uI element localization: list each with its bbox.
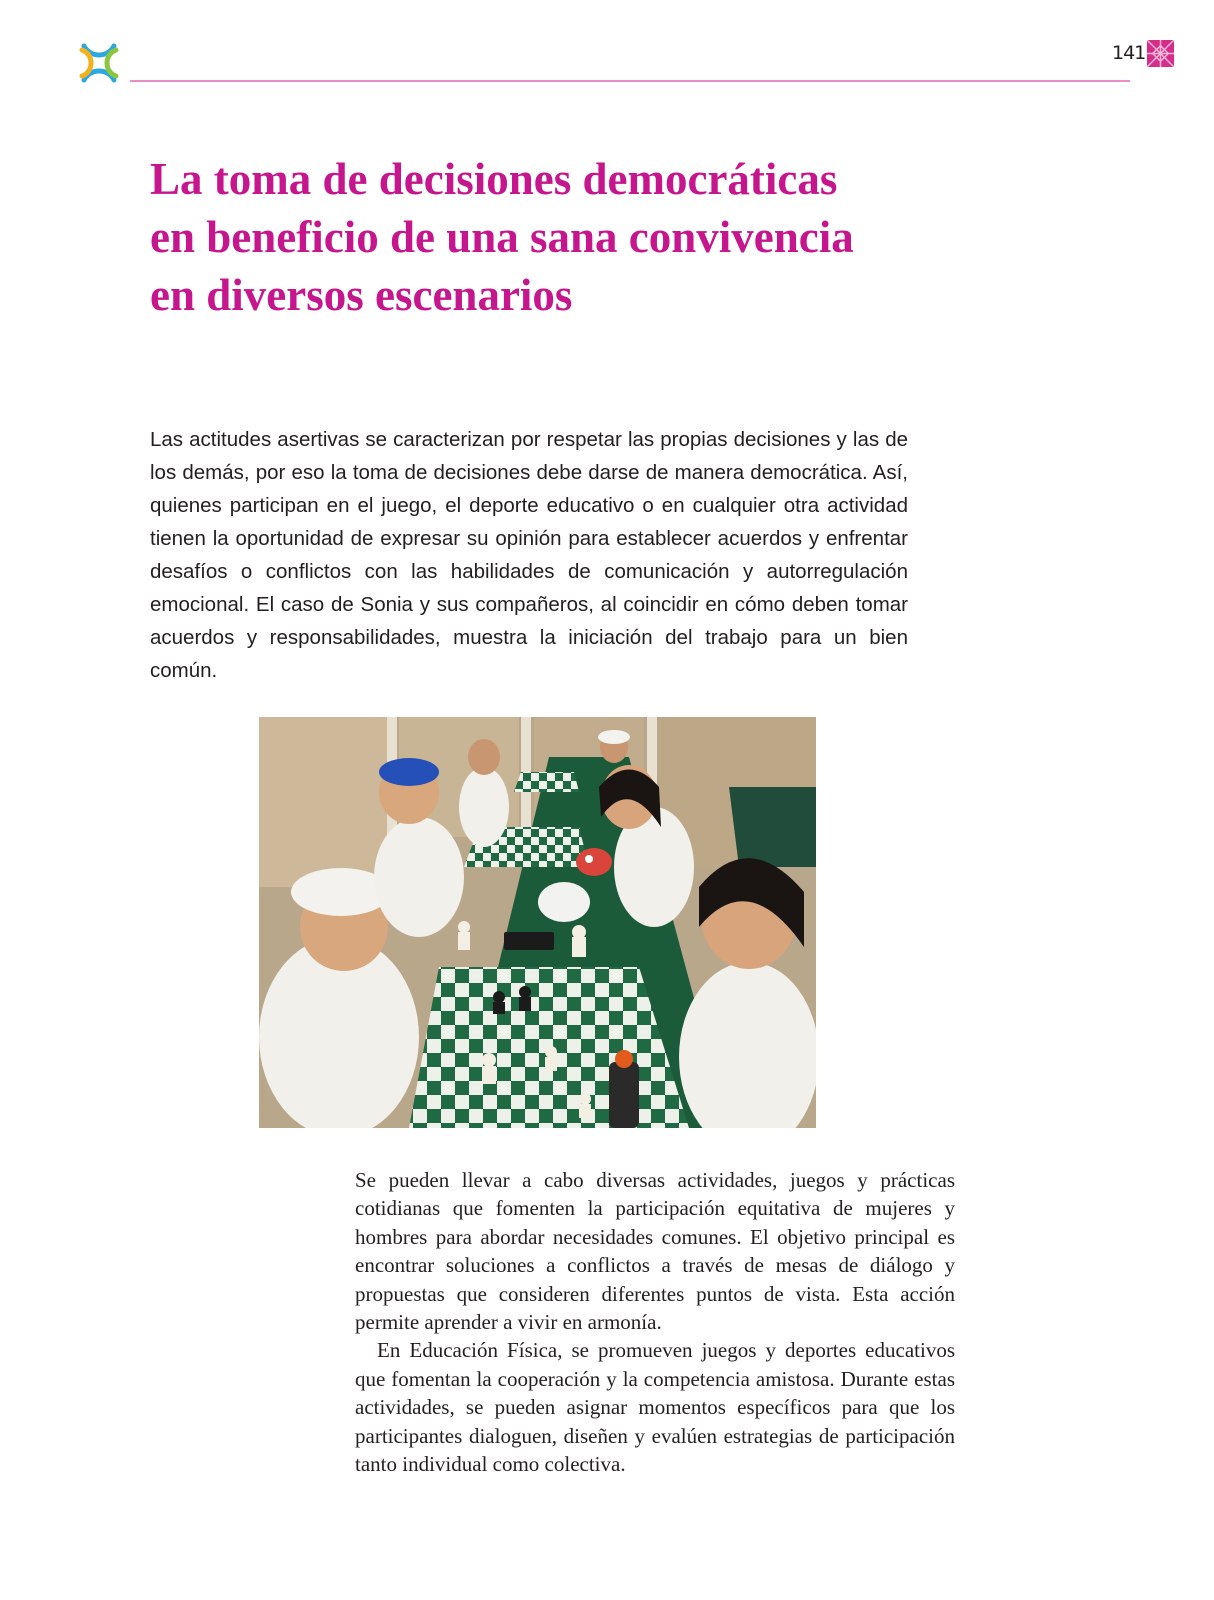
publisher-logo-icon [76, 40, 122, 86]
body-paragraph: En Educación Física, se promueven juegos y deportes educativos que fomentan la cooperación y la competencia amistosa. Durante estas actividades, se pueden asignar momentos específicos para que los participantes dialoguen, diseñen y evalúen estrategias de participación tanto individual como colectiva. [355, 1338, 955, 1477]
section-title: La toma de decisiones democráticas en beneficio de una sana convivencia en diversos escenarios [150, 154, 854, 320]
chess-tournament-photo [259, 717, 816, 1128]
intro-paragraph: Las actitudes asertivas se caracterizan por respetar las propias decisiones y las de los demás, por eso la toma de decisiones debe darse de manera democrática. Así, quienes participan en el juego, el deporte educativo o en cualquier otra actividad tienen la oportunidad de expresar su opinión para establecer acuerdos y enfrentar desafíos o conflictos con las habilidades de comunicación y autorregulación emocional. El caso de Sonia y sus compañeros, al coincidir en cómo deben tomar acuerdos y responsabilidades, muestra la iniciación del trabajo para un bien común. [150, 428, 908, 682]
page-number: 141 [1112, 42, 1146, 64]
body-text [355, 1166, 955, 1478]
header-rule [130, 80, 1130, 82]
pink-pattern-square-icon [1147, 40, 1174, 67]
body-paragraph: Se pueden llevar a cabo diversas actividades, juegos y prácticas cotidianas que fomenten la participación equitativa de mujeres y hombres para abordar necesidades comunes. El objetivo principal es encontrar soluciones a conflictos a través de mesas de diálogo y propuestas que consideren diferentes puntos de vista. Esta acción permite aprender a vivir en armonía. [355, 1168, 955, 1335]
